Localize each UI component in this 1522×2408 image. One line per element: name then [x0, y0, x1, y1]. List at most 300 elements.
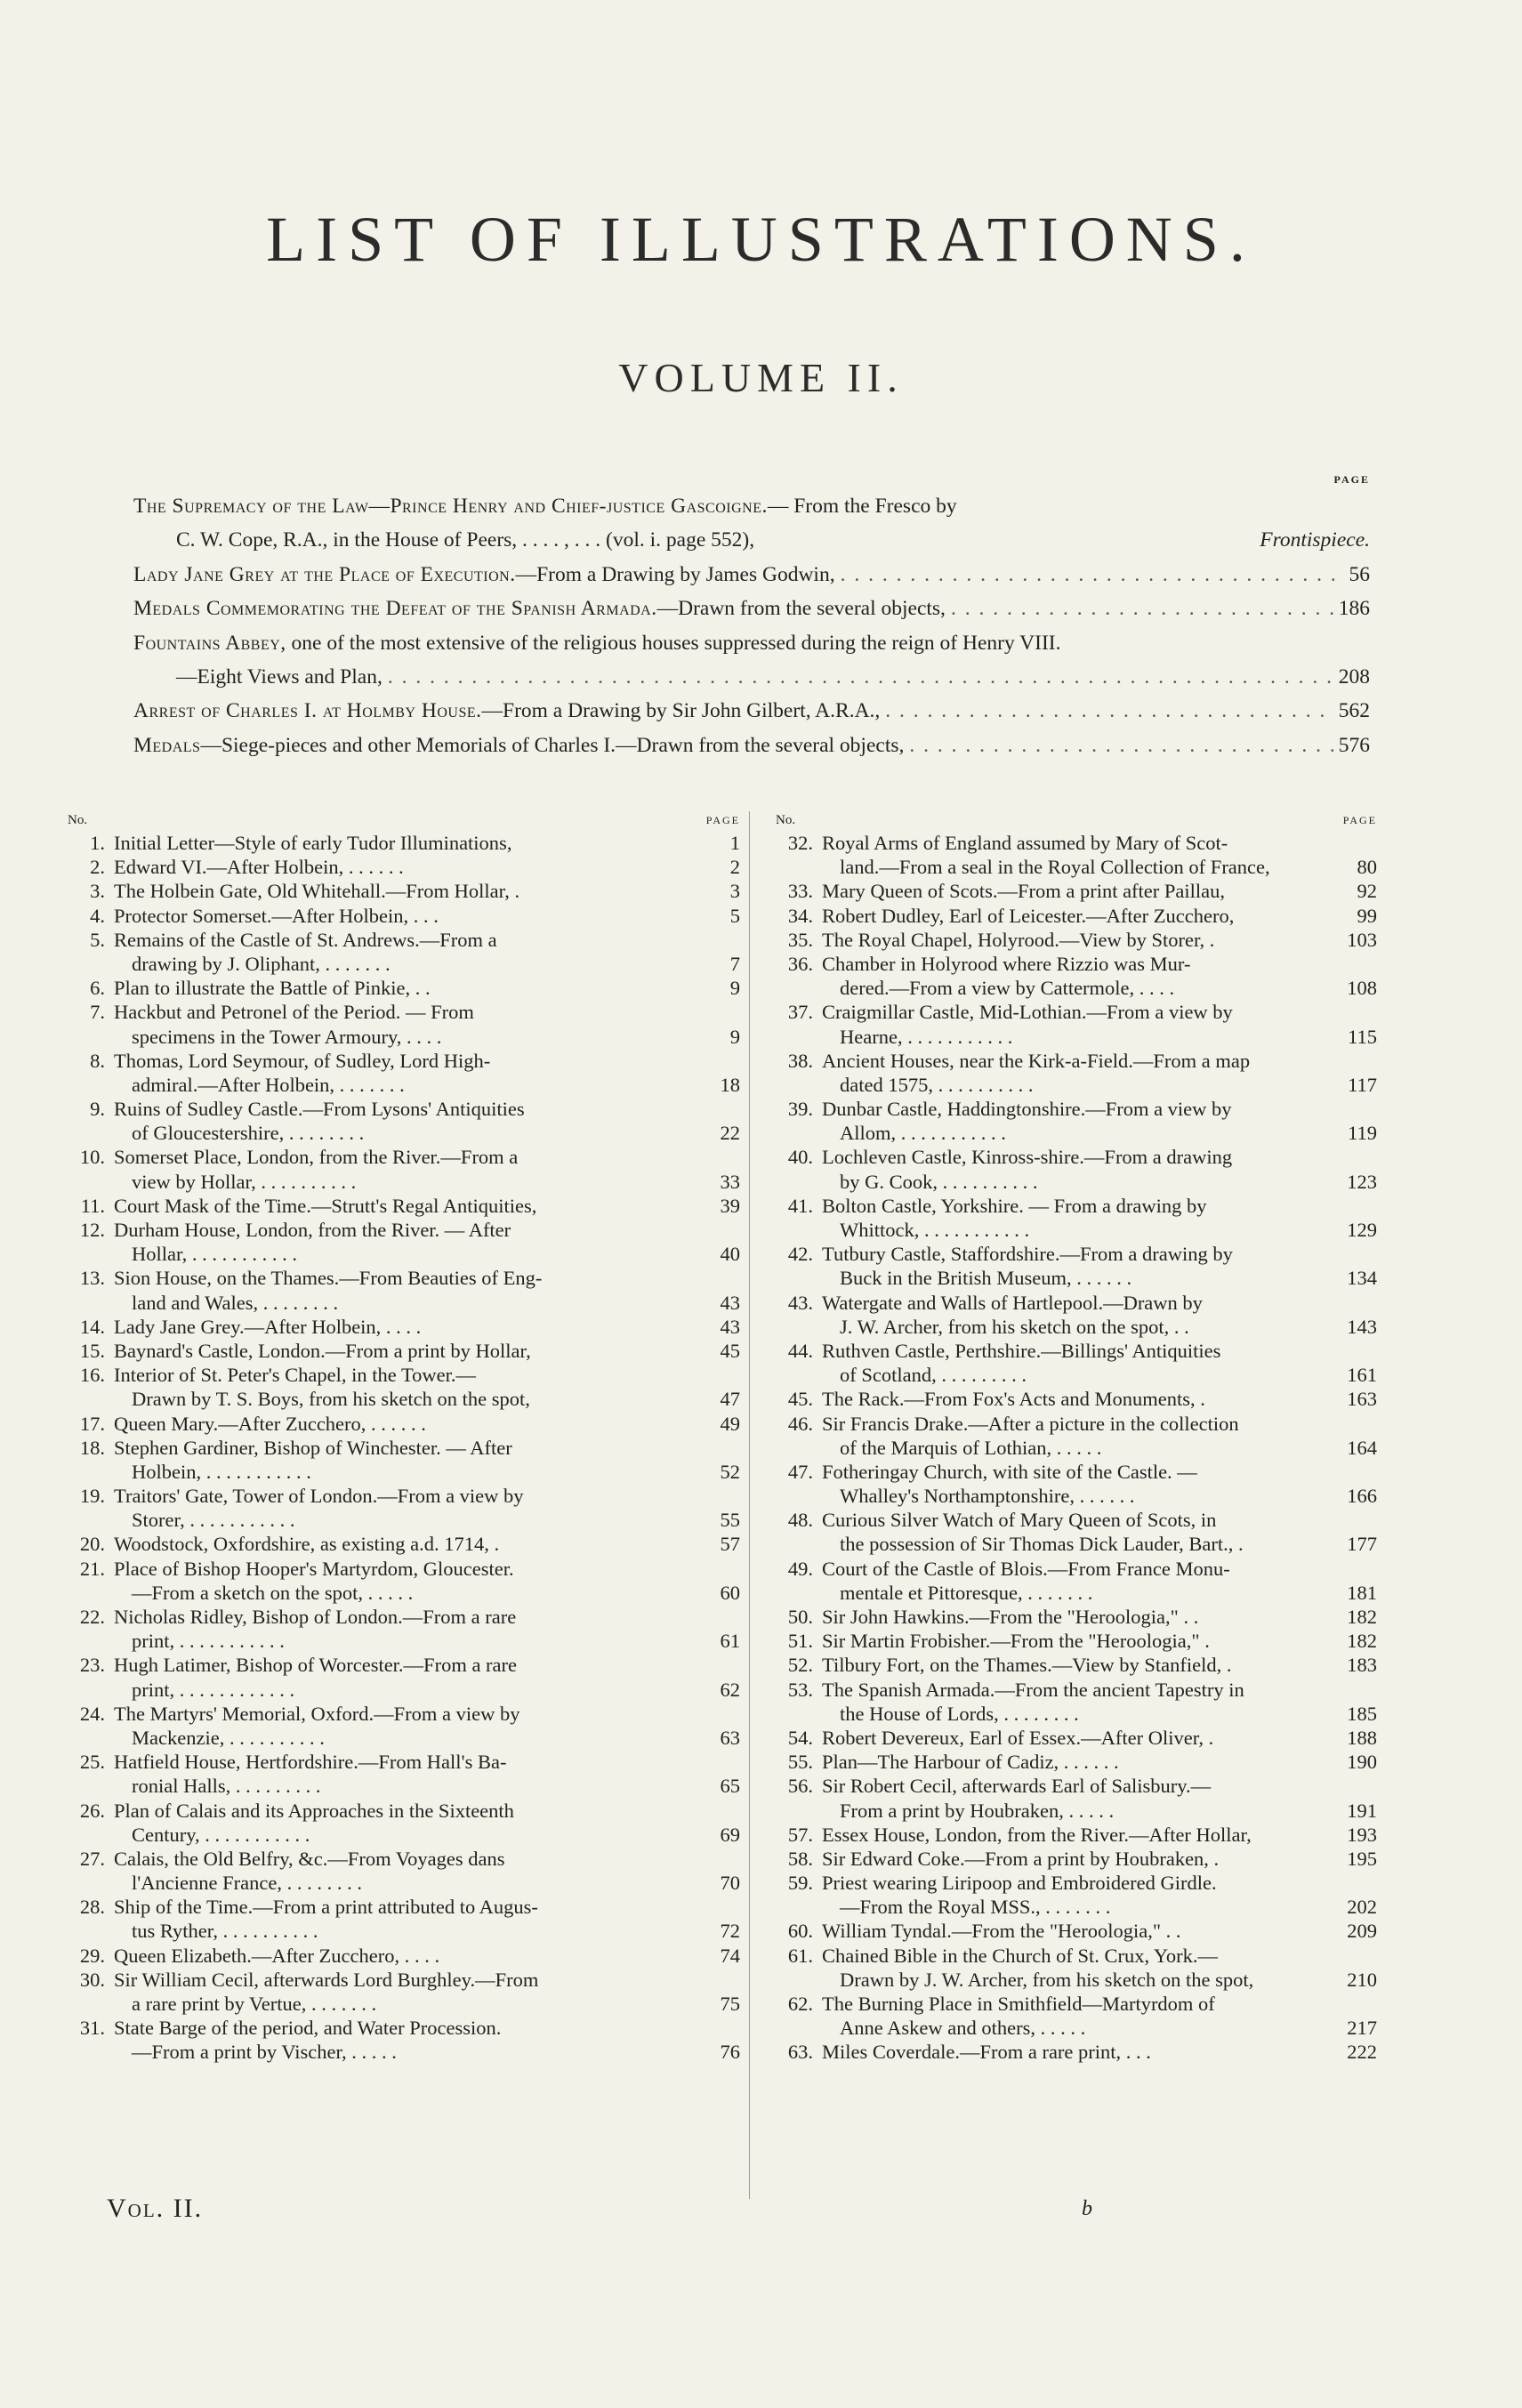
- item-line: Ruins of Sudley Castle.—From Lysons' Antiquities: [114, 1098, 525, 1121]
- item-page: 129: [1347, 1219, 1377, 1241]
- item-line: Sir William Cecil, afterwards Lord Burghley.—From: [114, 1968, 539, 1991]
- list-item: [763, 1992, 1377, 2040]
- column-divider: [749, 811, 750, 2199]
- item-line: —From the Royal MSS., . . . . . . .: [840, 1896, 1111, 1919]
- list-item: [55, 1363, 740, 1411]
- column-header-no: No.: [776, 813, 796, 827]
- item-number: 59.: [787, 1872, 813, 1895]
- item-text: [114, 1363, 703, 1411]
- item-text: [114, 928, 703, 976]
- list-item: [763, 1653, 1377, 1677]
- column-header: [763, 809, 1377, 831]
- item-page: 43: [720, 1291, 740, 1314]
- item-page: 70: [720, 1872, 740, 1895]
- item-text: [822, 1774, 1340, 1822]
- item-number: 20.: [79, 1533, 105, 1556]
- item-text: [822, 1605, 1340, 1629]
- item-line: Whittock, . . . . . . . . . . .: [840, 1219, 1030, 1241]
- list-item: [763, 1823, 1377, 1847]
- item-text: [822, 928, 1340, 952]
- item-line: Remains of the Castle of St. Andrews.—From a: [114, 928, 497, 951]
- item-line: Hackbut and Petronel of the Period. — From: [114, 1001, 474, 1024]
- plate-description: —Siege-pieces and other Memorials of Charles I.—Drawn from the several objects,: [200, 733, 905, 757]
- list-item: [763, 928, 1377, 952]
- list-item: [763, 1750, 1377, 1774]
- item-page: 39: [720, 1194, 740, 1217]
- item-page: 202: [1347, 1896, 1377, 1919]
- item-text: [822, 1678, 1340, 1726]
- item-line: From a print by Houbraken, . . . . .: [840, 1799, 1115, 1822]
- item-number: 34.: [787, 904, 813, 927]
- item-line: Sion House, on the Thames.—From Beauties of Eng-: [114, 1267, 543, 1290]
- item-text: [822, 1387, 1340, 1411]
- plate-text: [133, 558, 835, 592]
- list-item: [55, 1532, 740, 1556]
- item-page: 75: [720, 1993, 740, 2015]
- plate-page: [1334, 489, 1370, 523]
- column-header-no: No.: [68, 813, 88, 827]
- item-number: 63.: [787, 2041, 813, 2064]
- list-item: [763, 1678, 1377, 1726]
- item-line: specimens in the Tower Armoury, . . . .: [132, 1025, 442, 1048]
- item-number: 36.: [787, 952, 813, 975]
- plate-subject: Fountains Abbey,: [133, 631, 286, 655]
- item-page: 190: [1347, 1751, 1377, 1774]
- list-item: [763, 1774, 1377, 1822]
- item-number: 40.: [787, 1146, 813, 1169]
- item-number: 35.: [787, 928, 813, 951]
- list-item: [763, 2040, 1377, 2064]
- plate-description: C. W. Cope, R.A., in the House of Peers, . . . . , . . . (vol. i. page 552),: [176, 528, 755, 552]
- item-line: Calais, the Old Belfry, &c.—From Voyages dans: [114, 1847, 505, 1870]
- item-number: 8.: [90, 1049, 105, 1072]
- item-page: 9: [729, 1025, 740, 1048]
- item-number: 12.: [79, 1219, 105, 1241]
- plate-text: [133, 489, 957, 523]
- plate-text: [176, 660, 383, 694]
- item-number: 1.: [90, 832, 105, 854]
- item-page: 3: [729, 880, 740, 903]
- item-page: 76: [720, 2041, 740, 2064]
- list-item: [55, 1944, 740, 1968]
- item-number: 17.: [79, 1412, 105, 1435]
- item-number: 6.: [90, 977, 105, 1000]
- plate-description: —From a Drawing by James Godwin,: [515, 562, 835, 586]
- item-line: Sir Francis Drake.—After a picture in the collection: [822, 1412, 1239, 1435]
- item-text: [114, 1049, 703, 1097]
- item-text: [114, 976, 703, 1000]
- list-item: [55, 1605, 740, 1653]
- list-item: [55, 1097, 740, 1145]
- item-text: [822, 1194, 1340, 1242]
- item-line: dered.—From a view by Cattermole, . . . .: [840, 977, 1175, 1000]
- item-line: Hugh Latimer, Bishop of Worcester.—From a rare: [114, 1654, 518, 1677]
- plate-subject: Lady Jane Grey at the Place of Execution.: [133, 562, 516, 586]
- item-text: [114, 1266, 703, 1314]
- list-item: [55, 1436, 740, 1484]
- item-page: 60: [720, 1581, 740, 1604]
- item-page: 45: [720, 1339, 740, 1362]
- item-page: 103: [1347, 928, 1377, 951]
- item-text: [822, 1992, 1340, 2040]
- item-text: [822, 1242, 1340, 1290]
- item-text: [822, 1726, 1340, 1750]
- item-line: —From a print by Vischer, . . . . .: [132, 2041, 397, 2064]
- list-item: [763, 1919, 1377, 1943]
- list-item: [763, 1726, 1377, 1750]
- list-item: [763, 1049, 1377, 1097]
- item-text: [822, 1339, 1340, 1387]
- list-item: [763, 1194, 1377, 1242]
- item-text: [822, 1460, 1340, 1508]
- item-text: [822, 1871, 1340, 1919]
- item-line: of Gloucestershire, . . . . . . . .: [132, 1122, 365, 1145]
- item-page: 217: [1347, 2017, 1377, 2040]
- item-number: 43.: [787, 1291, 813, 1314]
- item-page: 61: [720, 1630, 740, 1653]
- item-text: [822, 879, 1340, 903]
- item-page: 52: [720, 1460, 740, 1483]
- item-text: [114, 1944, 703, 1968]
- plate-line: [133, 592, 1370, 625]
- plate-page: 208: [1338, 664, 1370, 689]
- item-page: 209: [1347, 1920, 1377, 1943]
- item-page: 62: [720, 1678, 740, 1701]
- item-number: 4.: [90, 904, 105, 927]
- item-text: [822, 1097, 1340, 1145]
- item-line: view by Hollar, . . . . . . . . . .: [132, 1170, 357, 1193]
- list-item: [55, 1218, 740, 1266]
- item-page: 22: [720, 1122, 740, 1145]
- item-line: Sir Edward Coke.—From a print by Houbraken, .: [822, 1847, 1220, 1870]
- item-text: [114, 1145, 703, 1193]
- item-page: 193: [1347, 1823, 1377, 1846]
- list-item: [763, 1605, 1377, 1629]
- item-line: Royal Arms of England assumed by Mary of Scot-: [822, 832, 1228, 854]
- item-number: 18.: [79, 1436, 105, 1459]
- list-item: [55, 1750, 740, 1798]
- plate-subject: Arrest of Charles I. at Holmby House.: [133, 699, 482, 723]
- item-line: Storer, . . . . . . . . . . .: [132, 1509, 295, 1532]
- item-number: 37.: [787, 1001, 813, 1024]
- list-item: [55, 1266, 740, 1314]
- item-line: Baynard's Castle, London.—From a print by Hollar,: [114, 1339, 531, 1362]
- item-page: 195: [1347, 1847, 1377, 1870]
- item-line: Woodstock, Oxfordshire, as existing a.d. 1714, .: [114, 1533, 500, 1556]
- item-line: The Holbein Gate, Old Whitehall.—From Hollar, .: [114, 880, 520, 903]
- list-item: [55, 1339, 740, 1363]
- item-text: [822, 1919, 1340, 1943]
- list-item: [763, 952, 1377, 1000]
- list-item: [763, 1097, 1377, 1145]
- item-number: 9.: [90, 1098, 105, 1121]
- leader-dots: [835, 558, 1334, 592]
- item-line: Holbein, . . . . . . . . . . .: [132, 1460, 311, 1483]
- item-line: Curious Silver Watch of Mary Queen of Scots, in: [822, 1509, 1217, 1532]
- list-item: [55, 904, 740, 928]
- plate-page: 576: [1338, 733, 1370, 757]
- item-number: 46.: [787, 1412, 813, 1435]
- list-item: [55, 1049, 740, 1097]
- list-item: [763, 1145, 1377, 1193]
- item-line: The Rack.—From Fox's Acts and Monuments, .: [822, 1388, 1205, 1411]
- list-item: [55, 1000, 740, 1048]
- item-text: [822, 1145, 1340, 1193]
- item-page: 117: [1348, 1073, 1377, 1096]
- item-number: 53.: [787, 1678, 813, 1701]
- item-text: [822, 1653, 1340, 1677]
- item-line: Interior of St. Peter's Chapel, in the Tower.—: [114, 1364, 476, 1387]
- plate-line: [133, 660, 1370, 694]
- list-item: [763, 1508, 1377, 1556]
- item-number: 33.: [787, 880, 813, 903]
- item-page: 166: [1347, 1485, 1377, 1508]
- signature-mark: b: [1082, 2197, 1092, 2220]
- plate-line: [133, 558, 1370, 592]
- item-page: 43: [720, 1315, 740, 1338]
- item-page: 119: [1348, 1122, 1377, 1145]
- page-title: LIST OF ILLUSTRATIONS.: [266, 204, 1256, 275]
- item-number: 16.: [79, 1364, 105, 1387]
- item-number: 29.: [79, 1944, 105, 1967]
- item-text: [114, 1218, 703, 1266]
- item-line: land.—From a seal in the Royal Collection of France,: [840, 856, 1270, 879]
- item-line: Place of Bishop Hooper's Martyrdom, Gloucester.: [114, 1557, 514, 1580]
- list-item: [55, 1484, 740, 1532]
- item-page: 33: [720, 1170, 740, 1193]
- item-number: 3.: [90, 880, 105, 903]
- list-item: [55, 1145, 740, 1193]
- plate-text: [133, 694, 880, 728]
- list-item: [763, 1242, 1377, 1290]
- item-line: Ancient Houses, near the Kirk-a-Field.—From a map: [822, 1049, 1251, 1072]
- list-item: [55, 1557, 740, 1605]
- illustrations-column-left: [55, 809, 740, 2065]
- item-text: [822, 1291, 1340, 1339]
- item-line: The Spanish Armada.—From the ancient Tapestry in: [822, 1678, 1244, 1701]
- item-number: 52.: [787, 1654, 813, 1677]
- list-item: [763, 1291, 1377, 1339]
- item-number: 22.: [79, 1606, 105, 1628]
- list-item: [55, 1895, 740, 1943]
- item-line: Ruthven Castle, Perthshire.—Billings' Antiquities: [822, 1339, 1221, 1362]
- item-line: Court Mask of the Time.—Strutt's Regal Antiquities,: [114, 1194, 537, 1217]
- item-text: [114, 904, 703, 928]
- plate-text: [133, 592, 946, 625]
- item-line: Chained Bible in the Church of St. Crux, York.—: [822, 1944, 1218, 1967]
- item-page: 210: [1347, 1968, 1377, 1991]
- item-number: 21.: [79, 1557, 105, 1580]
- item-number: 11.: [80, 1194, 105, 1217]
- list-item: [55, 879, 740, 903]
- item-page: 69: [720, 1823, 740, 1846]
- list-item: [55, 1799, 740, 1847]
- item-line: Essex House, London, from the River.—After Hollar,: [822, 1823, 1252, 1846]
- item-line: Queen Mary.—After Zucchero, . . . . . .: [114, 1412, 426, 1435]
- plate-page: 56: [1349, 562, 1370, 586]
- item-line: Protector Somerset.—After Holbein, . . .: [114, 904, 439, 927]
- plate-text: [133, 729, 904, 762]
- item-number: 23.: [79, 1654, 105, 1677]
- list-item: [763, 879, 1377, 903]
- list-item: [763, 1000, 1377, 1048]
- item-line: Watergate and Walls of Hartlepool.—Drawn by: [822, 1291, 1203, 1314]
- item-page: 182: [1347, 1606, 1377, 1628]
- item-page: 74: [720, 1944, 740, 1967]
- item-line: print, . . . . . . . . . . .: [132, 1630, 285, 1653]
- item-line: The Royal Chapel, Holyrood.—View by Storer, .: [822, 928, 1215, 951]
- item-number: 44.: [787, 1339, 813, 1362]
- item-page: 164: [1347, 1436, 1377, 1459]
- item-line: Durham House, London, from the River. — After: [114, 1219, 511, 1241]
- item-number: 39.: [787, 1098, 813, 1121]
- plate-description: —Eight Views and Plan,: [176, 664, 383, 689]
- item-line: Stephen Gardiner, Bishop of Winchester. — After: [114, 1436, 512, 1459]
- item-line: by G. Cook, . . . . . . . . . .: [840, 1170, 1038, 1193]
- item-line: admiral.—After Holbein, . . . . . . .: [132, 1073, 405, 1096]
- item-line: Hollar, . . . . . . . . . . .: [132, 1243, 297, 1266]
- leader-dots: [880, 694, 1334, 728]
- item-page: 5: [729, 904, 740, 927]
- item-number: 30.: [79, 1968, 105, 1991]
- item-text: [822, 2040, 1340, 2064]
- item-page: 182: [1347, 1630, 1377, 1653]
- item-page: 2: [729, 856, 740, 879]
- item-line: tus Ryther, . . . . . . . . . .: [132, 1920, 318, 1943]
- item-line: State Barge of the period, and Water Procession.: [114, 2017, 502, 2040]
- item-line: dated 1575, . . . . . . . . . .: [840, 1073, 1034, 1096]
- list-item: [55, 1847, 740, 1895]
- list-item: [55, 1315, 740, 1339]
- item-line: Whalley's Northamptonshire, . . . . . .: [840, 1485, 1135, 1508]
- item-number: 10.: [79, 1146, 105, 1169]
- item-text: [114, 831, 703, 855]
- item-line: Priest wearing Liripoop and Embroidered Girdle.: [822, 1872, 1217, 1895]
- item-line: Plan—The Harbour of Cadiz, . . . . . .: [822, 1751, 1119, 1774]
- item-page: 161: [1347, 1364, 1377, 1387]
- list-item: [55, 1653, 740, 1701]
- item-page: 177: [1347, 1533, 1377, 1556]
- item-text: [114, 1968, 703, 2016]
- list-item: [55, 2016, 740, 2064]
- list-item: [763, 1944, 1377, 1992]
- list-item: [55, 1194, 740, 1218]
- item-line: —From a sketch on the spot, . . . . .: [132, 1581, 414, 1604]
- item-text: [822, 1412, 1340, 1460]
- item-text: [114, 1605, 703, 1653]
- item-line: Lochleven Castle, Kinross-shire.—From a drawing: [822, 1146, 1233, 1169]
- item-page: 183: [1347, 1654, 1377, 1677]
- item-page: 7: [729, 952, 740, 975]
- plate-subject: Medals Commemorating the Defeat of the Spanish Armada.: [133, 597, 657, 621]
- item-page: 181: [1347, 1581, 1377, 1604]
- item-page: 185: [1347, 1702, 1377, 1725]
- item-line: The Burning Place in Smithfield—Martyrdom of: [822, 1993, 1215, 2015]
- item-number: 32.: [787, 832, 813, 854]
- item-text: [822, 1049, 1340, 1097]
- item-number: 57.: [787, 1823, 813, 1846]
- item-page: 57: [720, 1533, 740, 1556]
- item-number: 47.: [787, 1460, 813, 1483]
- list-item: [55, 928, 740, 976]
- item-line: Drawn by J. W. Archer, from his sketch on the spot,: [840, 1968, 1254, 1991]
- item-line: Lady Jane Grey.—After Holbein, . . . .: [114, 1315, 422, 1338]
- item-page: 49: [720, 1412, 740, 1435]
- plate-subject: The Supremacy of the Law—Prince Henry and Chief-justice Gascoigne.: [133, 495, 768, 518]
- item-page: 18: [720, 1073, 740, 1096]
- plate-text: [176, 523, 754, 557]
- list-item: [55, 1968, 740, 2016]
- item-line: a rare print by Vertue, . . . . . . .: [132, 1993, 377, 2015]
- item-text: [114, 1315, 703, 1339]
- item-text: [822, 1629, 1340, 1653]
- item-line: Edward VI.—After Holbein, . . . . . .: [114, 856, 404, 879]
- item-line: of Scotland, . . . . . . . . .: [840, 1364, 1027, 1387]
- item-number: 62.: [787, 1993, 813, 2015]
- item-number: 26.: [79, 1799, 105, 1822]
- item-text: [114, 879, 703, 903]
- item-page: 191: [1347, 1799, 1377, 1822]
- item-text: [114, 1097, 703, 1145]
- footer-volume: Vol. II.: [107, 2194, 204, 2223]
- item-number: 48.: [787, 1509, 813, 1532]
- item-page: 99: [1357, 904, 1377, 927]
- plate-description: —From a Drawing by Sir John Gilbert, A.R.A.,: [481, 699, 881, 723]
- item-number: 49.: [787, 1557, 813, 1580]
- list-item: [55, 976, 740, 1000]
- list-item: [55, 1412, 740, 1436]
- list-item: [55, 831, 740, 855]
- item-text: [822, 904, 1340, 928]
- column-header-page: PAGE: [705, 814, 740, 826]
- item-page: 115: [1348, 1025, 1377, 1048]
- item-text: [822, 831, 1340, 879]
- item-line: William Tyndal.—From the "Heroologia," . .: [822, 1920, 1181, 1943]
- item-line: Sir Martin Frobisher.—From the "Heroologia," .: [822, 1630, 1210, 1653]
- item-number: 7.: [90, 1001, 105, 1024]
- item-line: Buck in the British Museum, . . . . . .: [840, 1267, 1132, 1290]
- item-line: Sir Robert Cecil, afterwards Earl of Salisbury.—: [822, 1775, 1212, 1798]
- item-page: 55: [720, 1509, 740, 1532]
- item-number: 45.: [787, 1388, 813, 1411]
- item-page: 163: [1347, 1388, 1377, 1411]
- item-line: Hatfield House, Hertfordshire.—From Hall's Ba-: [114, 1751, 507, 1774]
- item-page: 222: [1347, 2041, 1377, 2064]
- plate-line: [133, 523, 1370, 557]
- item-line: land and Wales, . . . . . . . .: [132, 1291, 339, 1314]
- item-line: Robert Dudley, Earl of Leicester.—After Zucchero,: [822, 904, 1235, 927]
- item-text: [822, 1000, 1340, 1048]
- list-item: [763, 1847, 1377, 1871]
- item-number: 38.: [787, 1049, 813, 1072]
- item-text: [822, 1823, 1340, 1847]
- item-number: 27.: [79, 1847, 105, 1870]
- item-number: 54.: [787, 1726, 813, 1749]
- item-number: 42.: [787, 1243, 813, 1266]
- item-number: 31.: [79, 2017, 105, 2040]
- item-line: J. W. Archer, from his sketch on the spot, . .: [840, 1315, 1189, 1338]
- item-number: 56.: [787, 1775, 813, 1798]
- item-text: [114, 1194, 703, 1218]
- item-page: 40: [720, 1243, 740, 1266]
- item-line: Allom, . . . . . . . . . . .: [840, 1122, 1006, 1145]
- item-line: ronial Halls, . . . . . . . . .: [132, 1775, 321, 1798]
- illustrations-column-right: [763, 809, 1377, 2065]
- item-line: Nicholas Ridley, Bishop of London.—From a rare: [114, 1606, 517, 1628]
- item-text: [822, 1944, 1340, 1992]
- item-line: Chamber in Holyrood where Rizzio was Mur-: [822, 952, 1191, 975]
- item-line: Initial Letter—Style of early Tudor Illuminations,: [114, 832, 512, 854]
